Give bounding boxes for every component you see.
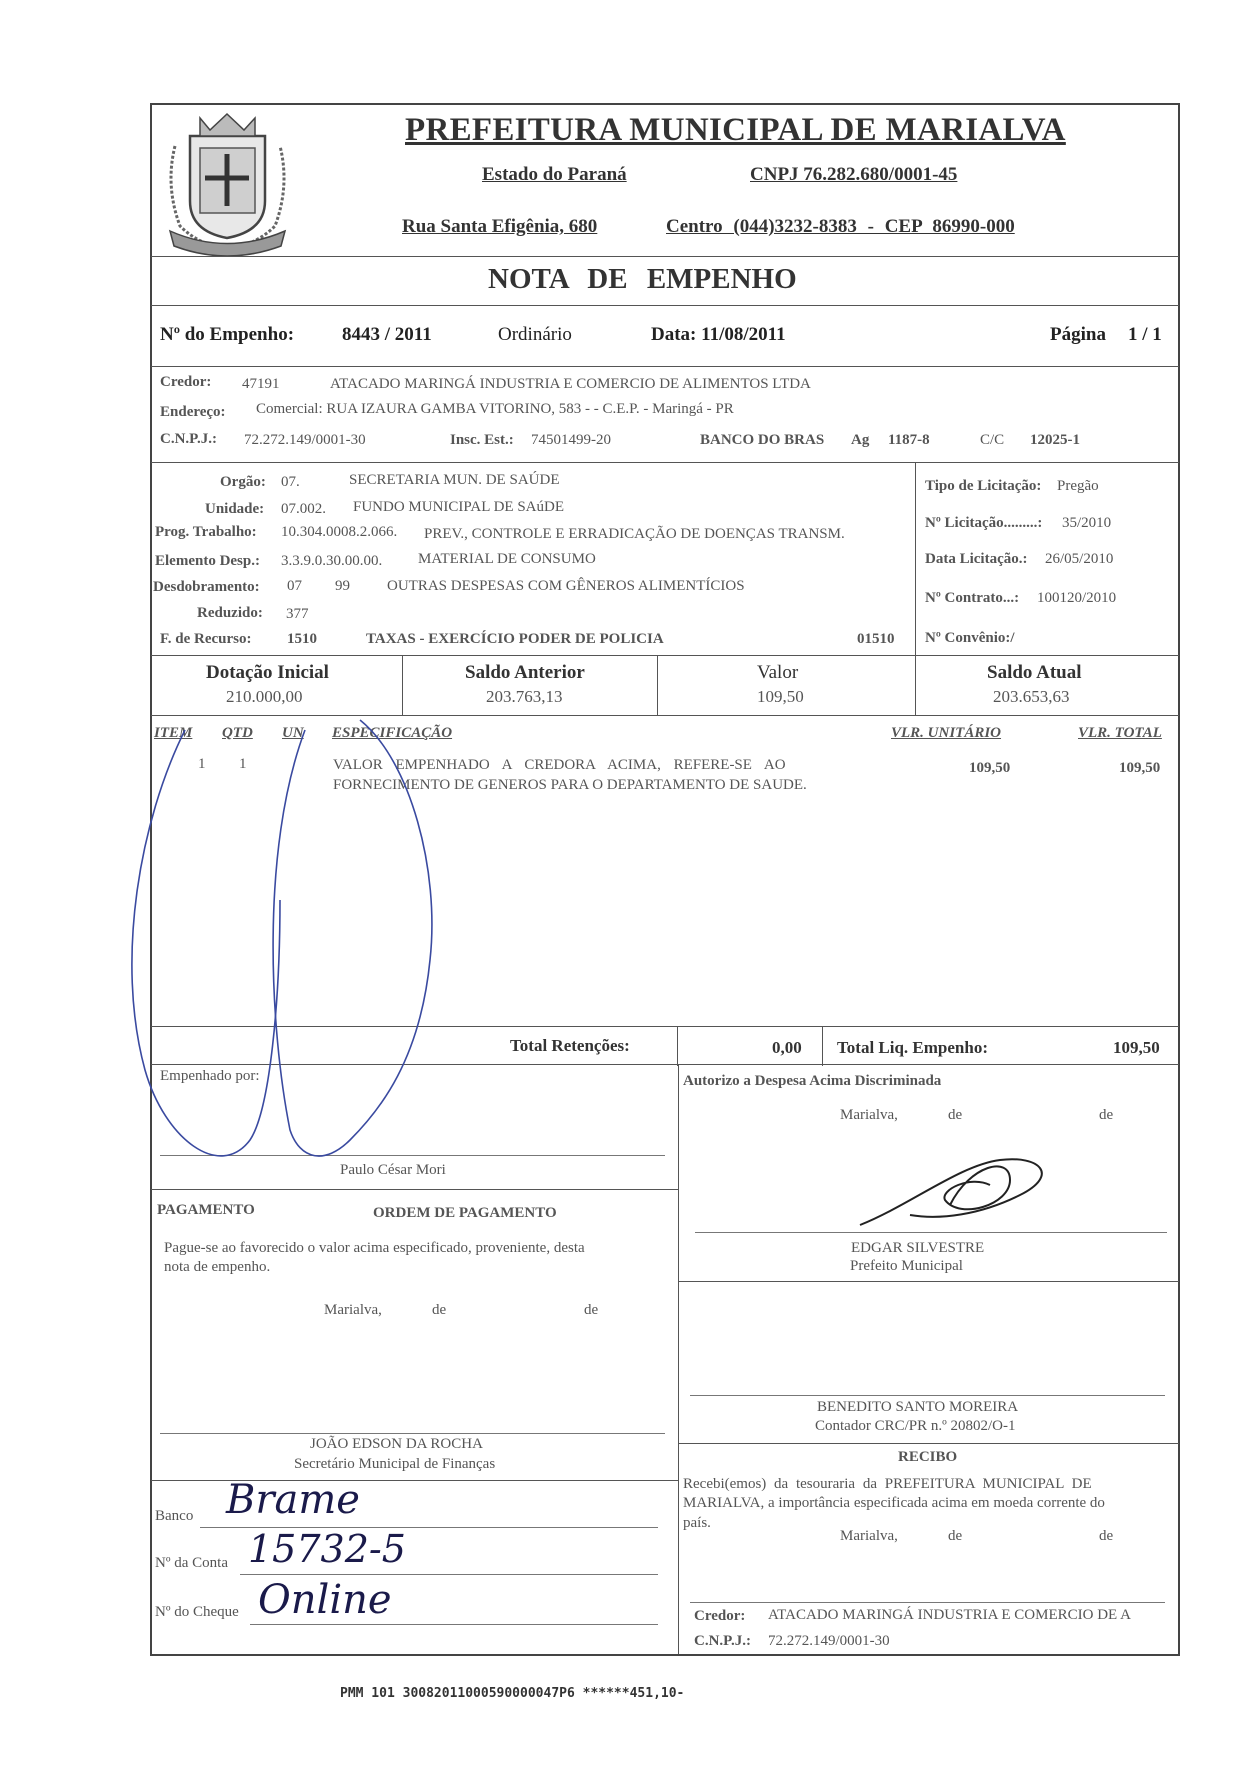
orgao-label: Orgão: <box>220 474 266 490</box>
autorizo-place: Marialva, <box>840 1107 898 1123</box>
credor-label: Credor: <box>160 374 212 390</box>
dotacao-label: Dotação Inicial <box>206 662 329 683</box>
recibo-de2: de <box>1099 1528 1114 1544</box>
autorizo-signer: EDGAR SILVESTRE <box>851 1240 985 1256</box>
elemento-label: Elemento Desp.: <box>155 553 260 569</box>
credor-cc: 12025-1 <box>1030 432 1080 448</box>
pagamento-de1: de <box>432 1302 447 1318</box>
pagamento-de2: de <box>584 1302 599 1318</box>
col-qtd: QTD <box>222 725 253 741</box>
credor-insc-label: Insc. Est.: <box>450 432 514 448</box>
municipality-title: PREFEITURA MUNICIPAL DE MARIALVA <box>405 112 1066 148</box>
item-vlr-total: 109,50 <box>1119 760 1161 776</box>
recibo-line3: país. <box>683 1515 711 1531</box>
recibo-de1: de <box>948 1528 963 1544</box>
recibo-line2: MARIALVA, a importância especificada acima em moeda corrente do <box>683 1495 1105 1511</box>
pagamento-label: PAGAMENTO <box>157 1202 255 1218</box>
saldo-atual-value: 203.653,63 <box>993 687 1070 706</box>
empenhado-por-name: Paulo César Mori <box>340 1162 446 1178</box>
saldo-atual-label: Saldo Atual <box>987 662 1082 683</box>
item-espec-line1: VALOR EMPENHADO A CREDORA ACIMA, REFERE-SE AO <box>333 757 786 773</box>
municipal-crest-icon <box>155 106 300 256</box>
tipo-licitacao-label: Tipo de Licitação: <box>925 478 1042 494</box>
orgao-name: SECRETARIA MUN. DE SAÚDE <box>349 472 560 488</box>
num-licitacao-label: Nº Licitação.........: <box>925 515 1043 531</box>
recurso-code: 1510 <box>287 631 317 647</box>
reduzido-value: 377 <box>286 606 309 622</box>
unidade-label: Unidade: <box>205 501 265 517</box>
municipality-contact: Centro (044)3232-8383 - CEP 86990-000 <box>666 216 1015 237</box>
contador-name: BENEDITO SANTO MOREIRA <box>817 1399 1019 1415</box>
num-licitacao: 35/2010 <box>1062 515 1112 531</box>
saldo-anterior-value: 203.763,13 <box>486 687 563 706</box>
col-un: UN <box>282 725 304 741</box>
empenho-number: 8443 / 2011 <box>342 324 432 345</box>
recibo-cnpj: 72.272.149/0001-30 <box>768 1633 890 1649</box>
retencoes-label: Total Retenções: <box>510 1036 630 1055</box>
prog-name: PREV., CONTROLE E ERRADICAÇÃO DE DOENÇAS TRANSM. <box>424 526 845 542</box>
total-liq-value: 109,50 <box>1113 1038 1160 1057</box>
conta-handwritten: 15732-5 <box>248 1527 406 1571</box>
col-vlr-unitario: VLR. UNITÁRIO <box>891 725 1002 741</box>
credor-address: Comercial: RUA IZAURA GAMBA VITORINO, 583 - - C.E.P. - Maringá - PR <box>256 401 734 417</box>
credor-insc: 74501499-20 <box>531 432 611 448</box>
autorizo-de2: de <box>1099 1107 1114 1123</box>
page-number: 1 / 1 <box>1128 324 1162 345</box>
orgao-code: 07. <box>281 474 300 490</box>
desdobramento-a: 07 <box>287 578 302 594</box>
empenhado-por-label: Empenhado por: <box>160 1068 260 1084</box>
empenho-type: Ordinário <box>498 324 572 345</box>
unidade-name: FUNDO MUNICIPAL DE SAúDE <box>353 499 564 515</box>
recurso-label: F. de Recurso: <box>160 631 252 647</box>
footer-code: PMM 101 30082011000590000047P6 ******451,10- <box>340 1686 685 1701</box>
empenho-date: Data: 11/08/2011 <box>651 324 786 345</box>
retencoes-value: 0,00 <box>772 1038 802 1057</box>
data-licitacao: 26/05/2010 <box>1045 551 1114 567</box>
prog-code: 10.304.0008.2.066. <box>281 524 398 540</box>
desdobramento-b: 99 <box>335 578 350 594</box>
valor-value: 109,50 <box>757 687 804 706</box>
credor-cc-label: C/C <box>980 432 1005 448</box>
cheque-label: Nº do Cheque <box>155 1604 239 1620</box>
saldo-anterior-label: Saldo Anterior <box>465 662 585 683</box>
autorizo-de1: de <box>948 1107 963 1123</box>
municipality-address: Rua Santa Efigênia, 680 <box>402 216 598 237</box>
recurso-name: TAXAS - EXERCÍCIO PODER DE POLICIA <box>366 631 664 647</box>
convenio-label: Nº Convênio:/ <box>925 630 1015 646</box>
prog-label: Prog. Trabalho: <box>155 524 257 540</box>
credor-cnpj-label: C.N.P.J.: <box>160 431 217 447</box>
autorizo-title: Autorizo a Despesa Acima Discriminada <box>683 1073 942 1089</box>
recibo-line1: Recebi(emos) da tesouraria da PREFEITURA MUNICIPAL DE <box>683 1476 1092 1492</box>
item-vlr-unitario: 109,50 <box>969 760 1011 776</box>
ordem-pagamento-title: ORDEM DE PAGAMENTO <box>373 1205 557 1221</box>
pagamento-place: Marialva, <box>324 1302 382 1318</box>
data-licitacao-label: Data Licitação.: <box>925 551 1028 567</box>
contrato-label: Nº Contrato...: <box>925 590 1020 606</box>
recibo-title: RECIBO <box>898 1449 958 1465</box>
pagamento-signer-role: Secretário Municipal de Finanças <box>294 1456 496 1472</box>
contrato-number: 100120/2010 <box>1037 590 1117 606</box>
municipality-cnpj: CNPJ 76.282.680/0001-45 <box>750 164 958 185</box>
document-title: NOTA DE EMPENHO <box>488 263 797 295</box>
credor-ag-label: Ag <box>851 432 870 448</box>
reduzido-label: Reduzido: <box>197 605 263 621</box>
pagamento-text-line2: nota de empenho. <box>164 1259 271 1275</box>
credor-bank: BANCO DO BRAS <box>700 432 825 448</box>
empenho-number-label: Nº do Empenho: <box>160 324 295 345</box>
item-espec-line2: FORNECIMENTO DE GENEROS PARA O DEPARTAMENTO DE SAUDE. <box>333 777 807 793</box>
item-number: 1 <box>198 756 206 772</box>
recibo-credor-name: ATACADO MARINGÁ INDUSTRIA E COMERCIO DE A <box>768 1607 1131 1623</box>
recurso-number: 01510 <box>857 631 895 647</box>
recibo-cnpj-label: C.N.P.J.: <box>694 1633 751 1649</box>
total-liq-label: Total Liq. Empenho: <box>837 1038 988 1057</box>
credor-cnpj: 72.272.149/0001-30 <box>244 432 366 448</box>
col-vlr-total: VLR. TOTAL <box>1078 725 1162 741</box>
pagamento-text-line1: Pague-se ao favorecido o valor acima especificado, proveniente, desta <box>164 1240 585 1256</box>
dotacao-value: 210.000,00 <box>226 687 303 706</box>
credor-code: 47191 <box>242 376 280 392</box>
unidade-code: 07.002. <box>281 501 326 517</box>
state-name: Estado do Paraná <box>482 164 627 185</box>
pagamento-signer: JOÃO EDSON DA ROCHA <box>310 1436 483 1452</box>
banco-handwritten: Brame <box>226 1477 360 1523</box>
cheque-handwritten: Online <box>258 1577 392 1623</box>
recibo-place: Marialva, <box>840 1528 898 1544</box>
conta-label: Nº da Conta <box>155 1555 228 1571</box>
autorizo-signer-role: Prefeito Municipal <box>850 1258 963 1274</box>
page-label: Página <box>1050 324 1106 345</box>
tipo-licitacao: Pregão <box>1057 478 1099 494</box>
credor-name: ATACADO MARINGÁ INDUSTRIA E COMERCIO DE ALIMENTOS LTDA <box>330 376 811 392</box>
item-qtd: 1 <box>239 756 247 772</box>
col-item: ITEM <box>154 725 193 741</box>
credor-ag: 1187-8 <box>888 432 930 448</box>
elemento-name: MATERIAL DE CONSUMO <box>418 551 596 567</box>
col-especificacao: ESPECIFICAÇÃO <box>332 725 453 741</box>
contador-role: Contador CRC/PR n.º 20802/O-1 <box>815 1418 1016 1434</box>
credor-address-label: Endereço: <box>160 404 226 420</box>
elemento-code: 3.3.9.0.30.00.00. <box>281 553 383 569</box>
valor-label: Valor <box>757 662 799 683</box>
desdobramento-name: OUTRAS DESPESAS COM GÊNEROS ALIMENTÍCIOS <box>387 578 745 594</box>
desdobramento-label: Desdobramento: <box>153 579 260 595</box>
recibo-credor-label: Credor: <box>694 1608 746 1624</box>
banco-label: Banco <box>155 1508 194 1524</box>
